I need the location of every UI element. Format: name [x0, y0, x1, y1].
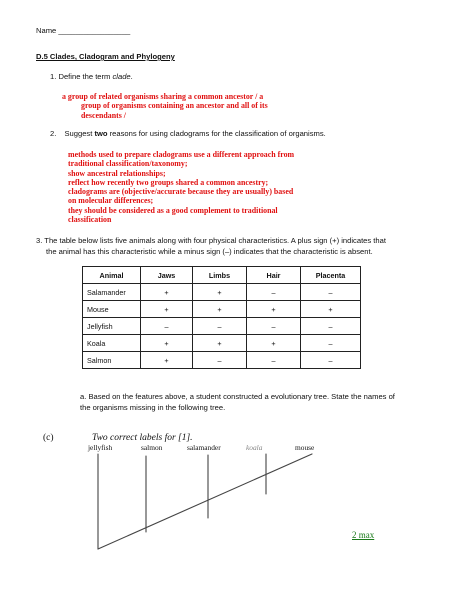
part-label: (c)	[43, 433, 54, 443]
question-3a-line-1: a. Based on the features above, a student constructed a evolutionary tree. State the names of	[80, 392, 395, 401]
table-cell: +	[141, 335, 193, 352]
table-cell: –	[247, 318, 301, 335]
question-2-text-prefix: Suggest	[64, 129, 95, 138]
table-cell: –	[247, 284, 301, 301]
question-1-term: clade	[112, 72, 131, 81]
answer-line: show ancestral relationships;	[68, 168, 166, 178]
question-2-text-suffix: reasons for using cladograms for the classification of organisms.	[107, 129, 326, 138]
tree-label-jellyfish: jellyfish	[88, 443, 113, 452]
table-cell: –	[301, 335, 361, 352]
table-cell: +	[141, 301, 193, 318]
answer-line: group of organisms containing an ancestor and all of its	[81, 101, 268, 111]
table-cell: –	[301, 318, 361, 335]
question-1-text-prefix: Define the term	[58, 72, 113, 81]
column-header-hair: Hair	[247, 267, 301, 284]
table-cell: +	[301, 301, 361, 318]
answer-line: descendants /	[81, 110, 126, 120]
table-cell: +	[193, 284, 247, 301]
question-2-bold-word: two	[94, 129, 108, 138]
tree-label-koala: koala	[246, 443, 263, 452]
table-cell: +	[193, 335, 247, 352]
animal-name-cell: Salamander	[83, 284, 141, 301]
answer-line: traditional classification/taxonomy;	[68, 159, 188, 169]
table-cell: +	[247, 335, 301, 352]
tree-instruction: Two correct labels for [1].	[92, 433, 193, 443]
question-2-number: 2.	[50, 129, 57, 138]
table-cell: –	[301, 284, 361, 301]
question-3a-line-2: the organisms missing in the following tree.	[80, 403, 226, 412]
answer-line: on molecular differences;	[68, 196, 154, 206]
answer-line: a group of related organisms sharing a common ancestor / a	[62, 92, 264, 101]
animal-name-cell: Jellyfish	[83, 318, 141, 335]
table-cell: +	[193, 301, 247, 318]
animal-name-cell: Koala	[83, 335, 141, 352]
column-header-jaws: Jaws	[141, 267, 193, 284]
question-3-line-2: the animal has this characteristic while a minus sign (–) indicates that the characteristic is absent.	[46, 247, 373, 256]
table-cell: +	[141, 352, 193, 369]
answer-line: they should be considered as a good complement to traditional	[68, 205, 278, 215]
tree-label-salamander: salamander	[187, 443, 221, 452]
answer-line: cladograms are (objective/accurate because they are usually) based	[68, 187, 294, 197]
question-3-line-1: 3. The table below lists five animals along with four physical characteristics. A plus sign (+) indicates that	[36, 236, 386, 245]
column-header-limbs: Limbs	[193, 267, 247, 284]
table-cell: –	[247, 352, 301, 369]
tree-label-mouse: mouse	[295, 443, 315, 452]
column-header-placenta: Placenta	[301, 267, 361, 284]
table-cell: +	[141, 284, 193, 301]
column-header-animal: Animal	[83, 267, 141, 284]
animal-name-cell: Salmon	[83, 352, 141, 369]
table-cell: –	[193, 318, 247, 335]
tree-label-salmon: salmon	[141, 443, 163, 452]
answer-line: classification	[68, 215, 112, 225]
table-cell: –	[193, 352, 247, 369]
name-field-label: Name _________________	[36, 26, 131, 35]
marks-label: 2 max	[352, 530, 375, 540]
question-1-number: 1.	[50, 72, 57, 81]
page-title: D.5 Clades, Cladogram and Phylogeny	[36, 52, 175, 61]
table-cell: –	[141, 318, 193, 335]
question-1-text-suffix: .	[130, 72, 133, 81]
table-cell: +	[247, 301, 301, 318]
answer-line: methods used to prepare cladograms use a different approach from	[68, 150, 295, 159]
animal-name-cell: Mouse	[83, 301, 141, 318]
table-cell: –	[301, 352, 361, 369]
tree-main-trunk	[98, 454, 312, 549]
answer-line: reflect how recently two groups shared a common ancestry;	[68, 177, 269, 187]
